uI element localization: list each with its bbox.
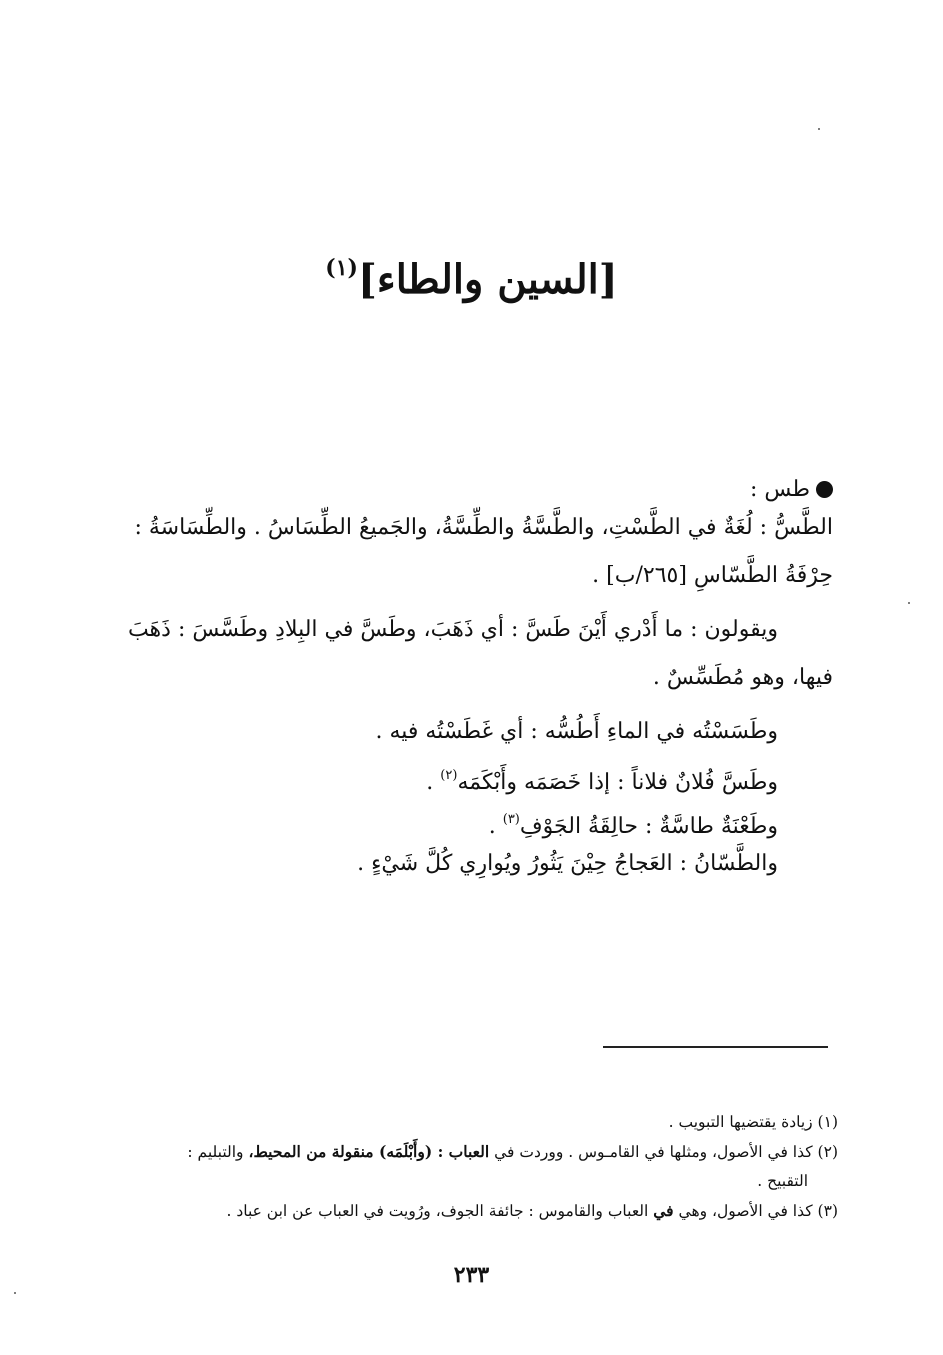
scan-speck — [14, 1292, 16, 1294]
footnote-2-bold: العباب : (وأَبْلَمَه) منقولة من المحيط، — [248, 1142, 490, 1161]
paragraph-1-line-1: الطَّسُّ : لُغَةٌ في الطَّسْتِ، والطَّسَّةُ والطِّسَّةُ، والجَميعُ الطِّسَاسُ . والطِّسَاسَةُ : — [134, 515, 833, 540]
line-5-text: وطَعْنَةٌ طاسَّةٌ : حالِقَةُ الجَوْفِ — [519, 814, 778, 839]
entry-line-5 — [489, 800, 778, 847]
headword-text: طس : — [750, 477, 810, 502]
paragraph-2-line-2: فيها، وهو مُطَسِّسٌ . — [652, 665, 833, 690]
footnote-ref-2: (٢) — [440, 768, 458, 783]
footnote-3 — [148, 1196, 838, 1226]
entry-line-3: وطَسَسْتُه في الماءِ أَطُسُّه : أي غَطَسْتُه فيه . — [375, 719, 778, 744]
footnote-2-part-c: والتبليم : — [187, 1143, 249, 1161]
paragraph-1-line-2: حِرْفَةُ الطَّسّاسِ [٢٦٥/ب] . — [592, 563, 833, 588]
scan-speck — [908, 602, 910, 604]
footnote-2-continuation: التقبيح . — [757, 1172, 808, 1190]
line-4-end: . — [426, 770, 441, 795]
page-number: ٢٣٣ — [453, 1262, 490, 1288]
title-text: [السين والطاء] — [357, 256, 618, 303]
footnote-ref-3: (٣) — [502, 812, 520, 827]
footnote-3-bold: في — [653, 1201, 674, 1220]
line-5-end: . — [488, 814, 503, 839]
footnote-3-part-c: العباب والقاموس : جائفة الجوف، ورُويت في العباب عن ابن عباد . — [226, 1202, 654, 1220]
bullet-icon — [816, 481, 833, 498]
footnote-3-part-a: (٣) كذا في الأصول، وهي — [673, 1202, 838, 1220]
title-footnote-ref: (١) — [325, 255, 358, 281]
entry-headword — [750, 470, 833, 510]
footnote-2-part-a: (٢) كذا في الأصول، ومثلها في القامـوس . ووردت في — [489, 1143, 838, 1161]
entry-line-6: والطَّسّانُ : العَجاجُ حِيْنَ يَثُورُ ويُوارِي كُلَّ شَيْءٍ . — [357, 851, 778, 876]
paragraph-2-line-1: ويقولون : ما أَدْري أَيْنَ طَسَّ : أي ذَهَبَ، وطَسَّ في البِلادِ وطَسَّسَ : ذَهَبَ — [127, 617, 778, 642]
footnotes — [148, 1108, 838, 1226]
scan-speck — [818, 128, 820, 130]
page-title — [0, 238, 943, 310]
footnote-separator — [603, 1046, 828, 1048]
entry-line-4 — [426, 756, 778, 803]
footnote-2 — [148, 1137, 838, 1196]
footnote-1: (١) زيادة يقتضيها التبويب . — [668, 1113, 838, 1131]
line-4-text: وطَسَّ فُلانٌ فلاناً : إذا خَصَمَه وأَبْكَمَه — [457, 770, 778, 795]
